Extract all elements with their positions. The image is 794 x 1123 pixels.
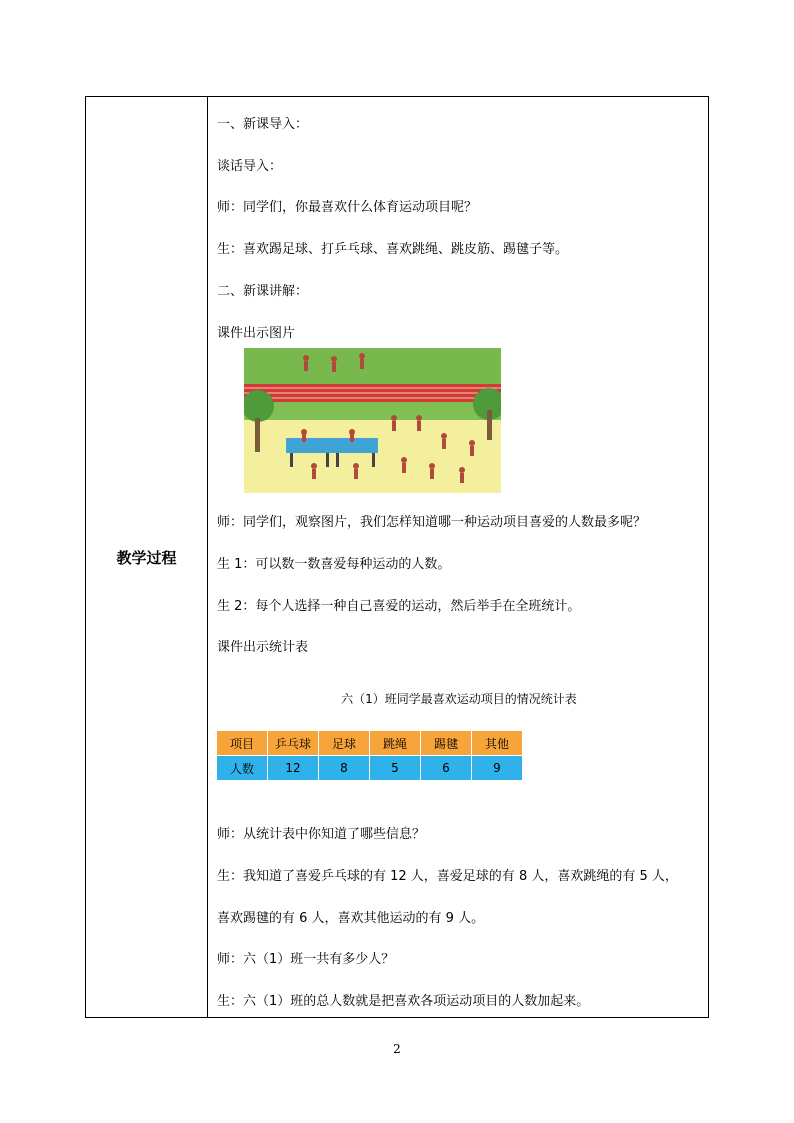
text-line: 生 1：可以数一数喜爱每种运动的人数。: [217, 557, 451, 572]
text-line: 师：从统计表中你知道了哪些信息？: [217, 827, 426, 842]
lesson-table: [85, 96, 709, 1018]
table-cell: 9: [472, 756, 523, 781]
statistics-table: [216, 730, 523, 781]
column-divider: [207, 97, 208, 1017]
table-cell: 跳绳: [370, 731, 421, 756]
table-cell: 踢毽: [421, 731, 472, 756]
table-header-row: [217, 731, 523, 756]
table-cell: 足球: [319, 731, 370, 756]
table-caption: 六（1）班同学最喜欢运动项目的情况统计表: [341, 692, 577, 706]
page-number: 2: [393, 1042, 401, 1056]
table-value-row: [217, 756, 523, 781]
text-line: 课件出示统计表: [217, 640, 309, 655]
text-line: 生：我知道了喜爱乒乓球的有 12 人，喜爱足球的有 8 人，喜欢跳绳的有 5 人，: [217, 869, 678, 884]
text-line: 课件出示图片: [217, 326, 296, 341]
table-cell: 其他: [472, 731, 523, 756]
text-line: 师：同学们，你最喜欢什么体育运动项目呢？: [217, 200, 478, 215]
table-cell: 12: [268, 756, 319, 781]
text-line: 生：六（1）班的总人数就是把喜欢各项运动项目的人数加起来。: [217, 994, 590, 1009]
text-line: 师：六（1）班一共有多少人？: [217, 952, 395, 967]
table-cell: 人数: [217, 756, 268, 781]
sports-field-illustration: [244, 348, 501, 493]
table-cell: 项目: [217, 731, 268, 756]
table-cell: 8: [319, 756, 370, 781]
table-cell: 5: [370, 756, 421, 781]
text-line: 生：喜欢踢足球、打乒乓球、喜欢跳绳、跳皮筋、踢毽子等。: [217, 242, 569, 257]
text-line: 谈话导入：: [217, 159, 283, 174]
text-line: 二、新课讲解：: [217, 284, 309, 299]
text-line: 喜欢踢毽的有 6 人，喜欢其他运动的有 9 人。: [217, 911, 485, 926]
section-label: 教学过程: [116, 549, 177, 567]
table-cell: 乒乓球: [268, 731, 319, 756]
text-line: 生 2：每个人选择一种自己喜爱的运动，然后举手在全班统计。: [217, 599, 581, 614]
table-cell: 6: [421, 756, 472, 781]
text-line: 一、新课导入：: [217, 117, 309, 132]
text-line: 师：同学们，观察图片，我们怎样知道哪一种运动项目喜爱的人数最多呢？: [217, 515, 647, 530]
